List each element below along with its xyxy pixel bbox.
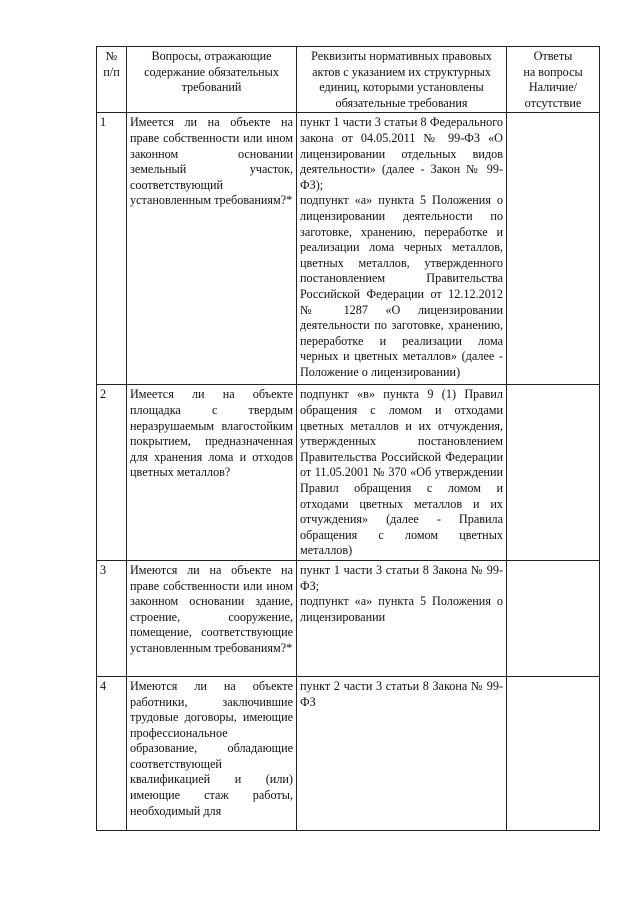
header-question: Вопросы, отражающие содержание обязательных требований (127, 47, 297, 113)
row-answer-cell[interactable] (507, 113, 600, 385)
row-answer-cell[interactable] (507, 676, 600, 830)
row-question: Имеется ли на объекте на праве собственности или ином законном основании земельный участок, соответствующий установленным требованиям?* (127, 113, 297, 385)
row-number: 4 (97, 676, 127, 830)
row-requisites: пункт 1 части 3 статьи 8 Федерального закона от 04.05.2011 № 99-ФЗ «О лицензировании отдельных видов деятельности» (далее - Закон № 99-ФЗ); подпункт «а» пункта 5 Положения о лицензировании деятельности по заготовке, хранению, переработке и реализации лома черных металлов, цветных металлов, утвержденного постановлением Правительства Российской Федерации от 12.12.2012 № 1287 «О лицензировании деятельности по заготовке, хранению, переработке и реализации лома черных и цветных металлов» (далее - Положение о лицензировании) (297, 113, 507, 385)
row-question: Имеются ли на объекте работники, заключившие трудовые договоры, имеющие профессиональное образование, обладающие соответствующей квалификацией и (или) имеющие стаж работы, необходимый для (127, 676, 297, 830)
row-question: Имеется ли на объекте площадка с твердым неразрушаемым влагостойким покрытием, предназначенная для хранения лома и отходов цветных металлов? (127, 385, 297, 561)
table-row (97, 385, 600, 561)
row-requisites: пункт 2 части 3 статьи 8 Закона № 99-ФЗ (297, 676, 507, 830)
table-row (97, 560, 600, 676)
table-header-row (97, 47, 600, 113)
row-question: Имеются ли на объекте на праве собственности или ином законном основании здание, строение, сооружение, помещение, соответствующие установленным требованиям?* (127, 560, 297, 676)
header-requisites: Реквизиты нормативных правовых актов с указанием их структурных единиц, которыми установлены обязательные требования (297, 47, 507, 113)
requirements-table (96, 46, 600, 831)
row-requisites: подпункт «в» пункта 9 (1) Правил обращения с ломом и отходами цветных металлов и их отчуждения, утвержденных постановлением Правительства Российской Федерации от 11.05.2001 № 370 «Об утверждении Правил обращения с ломом и отходами цветных металлов и их отчуждения» (далее - Правила обращения с ломом цветных металлов) (297, 385, 507, 561)
header-number: № п/п (97, 47, 127, 113)
header-answers: Ответы на вопросы Наличие/ отсутствие (507, 47, 600, 113)
row-answer-cell[interactable] (507, 385, 600, 561)
table-row (97, 676, 600, 830)
table-row (97, 113, 600, 385)
row-number: 1 (97, 113, 127, 385)
row-number: 2 (97, 385, 127, 561)
row-number: 3 (97, 560, 127, 676)
row-answer-cell[interactable] (507, 560, 600, 676)
row-requisites: пункт 1 части 3 статьи 8 Закона № 99-ФЗ; подпункт «а» пункта 5 Положения о лицензировании (297, 560, 507, 676)
